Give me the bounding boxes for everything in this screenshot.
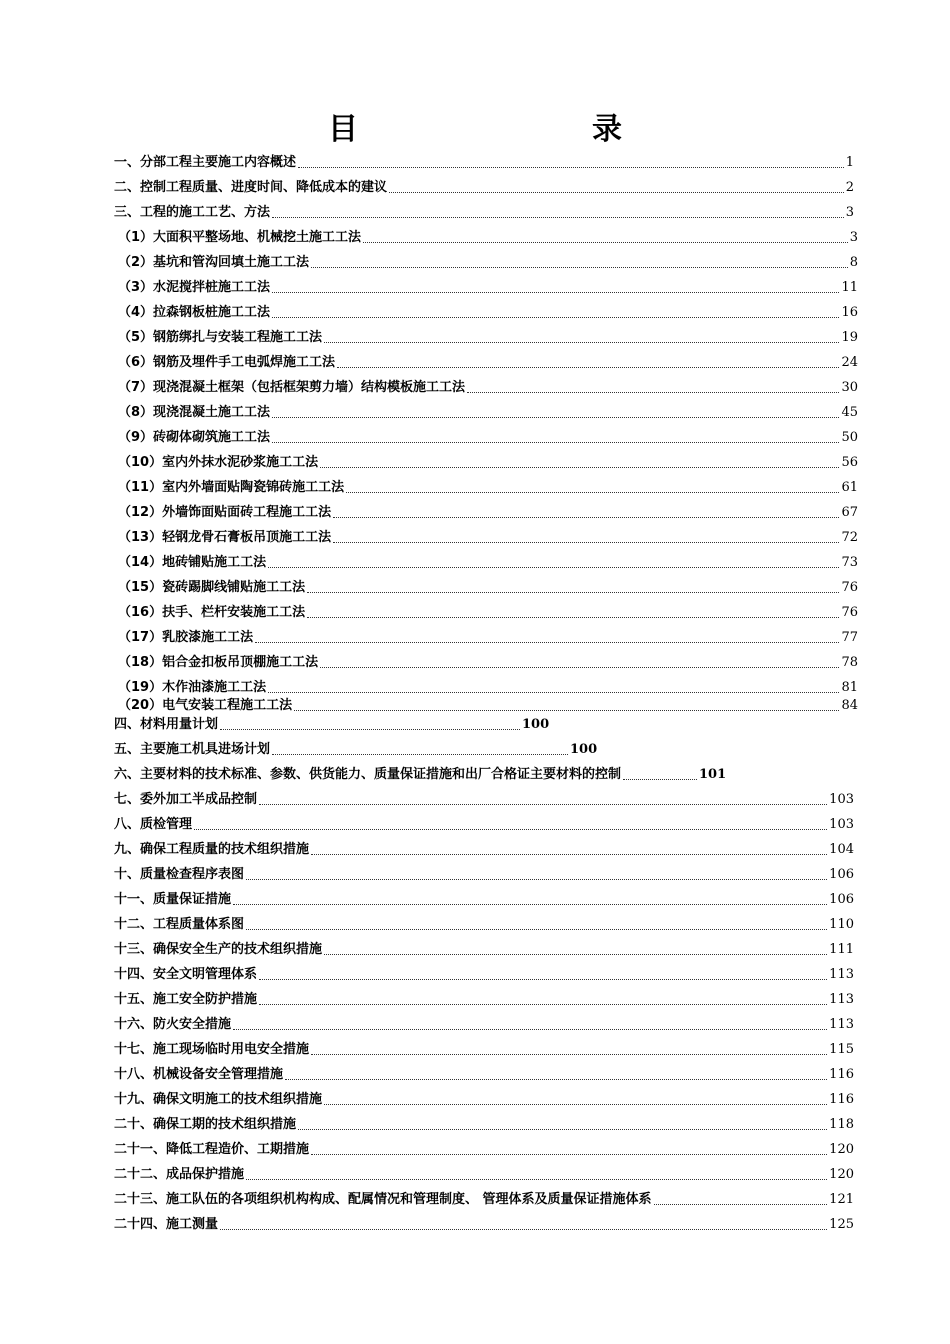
toc-entry[interactable] [118,426,858,446]
toc-dot-leader [333,541,839,543]
toc-page-number: 72 [841,530,858,545]
toc-page-number: 113 [829,967,854,982]
toc-dot-leader [320,666,839,668]
toc-dot-leader [389,191,844,193]
toc-page-number: 73 [841,555,858,570]
toc-dot-leader [220,1228,827,1230]
toc-dot-leader [259,1003,827,1005]
toc-page-number: 115 [829,1042,854,1057]
toc-entry[interactable] [118,251,858,271]
toc-entry[interactable] [114,1063,854,1083]
toc-entry[interactable] [118,476,858,496]
toc-dot-leader [320,466,839,468]
toc-page-number: 78 [841,655,858,670]
toc-page-number: 113 [829,992,854,1007]
toc-dot-leader [246,878,827,880]
toc-page-number: 113 [829,1017,854,1032]
toc-dot-leader [311,1153,827,1155]
toc-entry-label: （7）现浇混凝土框架（包括框架剪力墙）结构模板施工工法 [118,380,466,395]
toc-dot-leader [272,216,844,218]
toc-page-number: 76 [841,605,858,620]
toc-dot-leader [259,978,827,980]
toc-entry[interactable] [114,713,549,733]
toc-page-number: 120 [829,1142,854,1157]
toc-entry-label: （18）铝合金扣板吊顶棚施工工法 [118,655,319,670]
toc-entry-label: 十四、安全文明管理体系 [114,967,258,982]
toc-dot-leader [298,1128,827,1130]
toc-entry[interactable] [118,694,858,714]
toc-page-number: 50 [841,430,858,445]
toc-entry[interactable] [118,451,858,471]
toc-page-number: 67 [841,505,858,520]
toc-dot-leader [654,1203,828,1205]
toc-entry[interactable] [114,813,854,833]
toc-page-number: 19 [841,330,858,345]
toc-entry[interactable] [118,301,858,321]
toc-entry[interactable] [118,676,858,696]
toc-entry[interactable] [114,938,854,958]
toc-entry-label: （10）室内外抹水泥砂浆施工工法 [118,455,319,470]
toc-dot-leader [311,1053,827,1055]
toc-entry[interactable] [114,1138,854,1158]
toc-entry-label: 二十三、施工队伍的各项组织机构构成、配属情况和管理制度、 管理体系及质量保证措施体系 [114,1192,652,1207]
toc-dot-leader [259,803,827,805]
toc-page-number: 110 [829,917,854,932]
toc-entry-label: 二十二、成品保护措施 [114,1167,245,1182]
toc-page-number: 116 [829,1067,854,1082]
toc-entry-label: 四、材料用量计划 [114,717,219,732]
toc-page-number: 111 [829,942,854,957]
toc-dot-leader [272,416,839,418]
toc-dot-leader [311,266,848,268]
toc-page-number: 3 [845,205,854,220]
toc-entry-label: （4）拉森钢板桩施工工法 [118,305,271,320]
toc-entry-label: 一、分部工程主要施工内容概述 [114,155,297,170]
toc-entry[interactable] [114,1213,854,1233]
toc-entry-label: （11）室内外墙面贴陶瓷锦砖施工工法 [118,480,345,495]
toc-entry[interactable] [118,626,858,646]
toc-dot-leader [194,828,827,830]
toc-entry-label: 八、质检管理 [114,817,193,832]
toc-entry-label: 十八、机械设备安全管理措施 [114,1067,284,1082]
toc-entry-label: 十、质量检查程序表图 [114,867,245,882]
toc-dot-leader [255,641,839,643]
toc-entry[interactable] [114,1088,854,1108]
toc-entry[interactable] [114,913,854,933]
toc-entry[interactable] [118,226,858,246]
toc-dot-leader [268,691,839,693]
toc-entry-label: （6）钢筋及埋件手工电弧焊施工工法 [118,355,336,370]
toc-entry-label: （17）乳胶漆施工工法 [118,630,254,645]
toc-page-number: 76 [841,580,858,595]
toc-page-number: 11 [841,280,858,295]
toc-dot-leader [337,366,839,368]
toc-entry-label: （13）轻钢龙骨石膏板吊顶施工工法 [118,530,332,545]
toc-entry[interactable] [118,576,858,596]
toc-page-number: 2 [845,180,854,195]
toc-dot-leader [467,391,839,393]
toc-entry-label: 六、主要材料的技术标准、参数、供货能力、质量保证措施和出厂合格证主要材料的控制 [114,767,622,782]
toc-entry[interactable] [114,1013,854,1033]
toc-dot-leader [333,516,839,518]
toc-entry-label: （1）大面积平整场地、机械挖土施工工法 [118,230,362,245]
toc-entry[interactable] [114,151,854,171]
toc-entry[interactable] [118,401,858,421]
toc-entry[interactable] [118,601,858,621]
toc-dot-leader [324,341,839,343]
toc-page-number: 61 [841,480,858,495]
toc-dot-leader [346,491,839,493]
toc-entry-label: （3）水泥搅拌桩施工工法 [118,280,271,295]
toc-entry-label: 十六、防火安全措施 [114,1017,232,1032]
toc-page-number: 24 [841,355,858,370]
toc-entry[interactable] [114,788,854,808]
toc-entry[interactable] [114,863,854,883]
toc-page-number: 30 [841,380,858,395]
toc-entry[interactable] [118,526,858,546]
toc-entry[interactable] [114,838,854,858]
toc-page-number: 118 [829,1117,854,1132]
toc-entry[interactable] [114,1163,854,1183]
toc-page-number: 81 [841,680,858,695]
toc-page-number: 100 [570,742,598,757]
toc-entry-label: 十五、施工安全防护措施 [114,992,258,1007]
toc-entry-label: （8）现浇混凝土施工工法 [118,405,271,420]
toc-page-number: 16 [841,305,858,320]
toc-entry[interactable] [118,501,858,521]
toc-entry[interactable] [114,201,854,221]
toc-entry-label: 九、确保工程质量的技术组织措施 [114,842,310,857]
toc-entry[interactable] [114,963,854,983]
toc-page-number: 106 [829,867,854,882]
toc-dot-leader [272,291,839,293]
toc-entry-label: 十二、工程质量体系图 [114,917,245,932]
toc-page-number: 56 [841,455,858,470]
toc-dot-leader [233,1028,827,1030]
toc-entry[interactable] [114,988,854,1008]
toc-entry-label: 三、工程的施工工艺、方法 [114,205,271,220]
toc-entry-label: 十九、确保文明施工的技术组织措施 [114,1092,323,1107]
toc-page-number: 77 [841,630,858,645]
toc-entry[interactable] [118,376,858,396]
toc-dot-leader [311,853,827,855]
toc-entry-label: （14）地砖铺贴施工工法 [118,555,267,570]
toc-dot-leader [246,1178,827,1180]
toc-entry[interactable] [118,551,858,571]
toc-page-number: 106 [829,892,854,907]
toc-entry-label: （19）木作油漆施工工法 [118,680,267,695]
toc-dot-leader [272,753,568,755]
toc-page-number: 104 [829,842,854,857]
toc-page-number: 100 [522,717,550,732]
toc-entry[interactable] [118,351,858,371]
toc-page-number: 3 [849,230,858,245]
toc-entry-label: 十三、确保安全生产的技术组织措施 [114,942,323,957]
toc-entry-label: （20）电气安装工程施工工法 [118,698,293,713]
toc-entry-label: （16）扶手、栏杆安装施工工法 [118,605,306,620]
toc-entry[interactable] [114,888,854,908]
toc-dot-leader [363,241,848,243]
toc-entry[interactable] [114,763,726,783]
toc-page-number: 116 [829,1092,854,1107]
toc-dot-leader [298,166,844,168]
toc-dot-leader [220,728,520,730]
toc-dot-leader [268,566,839,568]
toc-entry[interactable] [114,176,854,196]
toc-page-number: 103 [829,792,854,807]
toc-entry-label: 二十四、施工测量 [114,1217,219,1232]
toc-entry-label: （12）外墙饰面贴面砖工程施工工法 [118,505,332,520]
toc-page-number: 101 [699,767,727,782]
toc-dot-leader [623,778,697,780]
toc-entry-label: 五、主要施工机具进场计划 [114,742,271,757]
toc-page-number: 8 [849,255,858,270]
toc-entry-label: 十一、质量保证措施 [114,892,232,907]
toc-entry[interactable] [118,651,858,671]
toc-page-number: 1 [845,155,854,170]
toc-entry-label: 二、控制工程质量、进度时间、降低成本的建议 [114,180,388,195]
toc-dot-leader [324,953,827,955]
toc-page-number: 120 [829,1167,854,1182]
toc-entry-label: （9）砖砌体砌筑施工工法 [118,430,271,445]
toc-entry-label: （2）基坑和管沟回填土施工工法 [118,255,310,270]
toc-entry-label: （15）瓷砖踢脚线铺贴施工工法 [118,580,306,595]
toc-dot-leader [272,316,839,318]
toc-entry[interactable] [114,1038,854,1058]
toc-entry-label: 二十、确保工期的技术组织措施 [114,1117,297,1132]
toc-page-number: 84 [841,698,858,713]
toc-entry[interactable] [114,1113,854,1133]
toc-dot-leader [324,1103,827,1105]
toc-entry[interactable] [114,738,597,758]
toc-entry-label: 十七、施工现场临时用电安全措施 [114,1042,310,1057]
toc-page-number: 45 [841,405,858,420]
toc-entry-label: 七、委外加工半成品控制 [114,792,258,807]
toc-page-number: 121 [829,1192,854,1207]
toc-dot-leader [272,441,839,443]
toc-entry-label: （5）钢筋绑扎与安装工程施工工法 [118,330,323,345]
toc-entry-label: 二十一、降低工程造价、工期措施 [114,1142,310,1157]
toc-dot-leader [233,903,827,905]
toc-dot-leader [294,709,839,711]
toc-dot-leader [285,1078,827,1080]
toc-dot-leader [307,616,839,618]
toc-dot-leader [307,591,839,593]
toc-entry[interactable] [118,326,858,346]
toc-entry[interactable] [114,1188,854,1208]
page-title: 目 录 [328,112,680,147]
toc-dot-leader [246,928,827,930]
toc-page-number: 103 [829,817,854,832]
toc-entry[interactable] [118,276,858,296]
toc-page-number: 125 [829,1217,854,1232]
